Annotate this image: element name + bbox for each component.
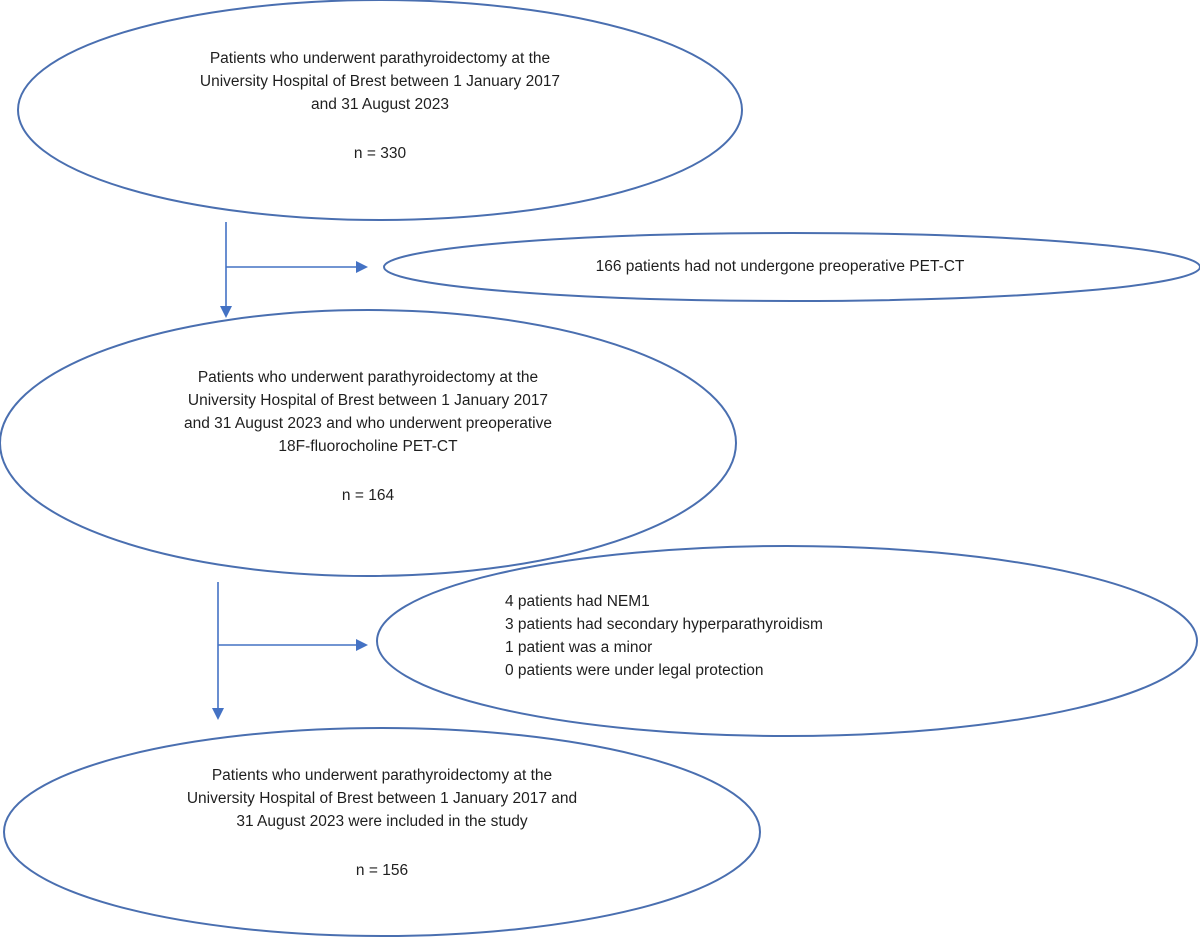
box3-line-1: Patients who underwent parathyroidectomy at the — [211, 767, 553, 784]
exclusion2-line-3: 1 patient was a minor — [505, 639, 653, 656]
box3-text — [72, 764, 692, 882]
box1-text — [80, 47, 680, 165]
box1-line-3: and 31 August 2023 — [311, 96, 449, 113]
box2-line-1: Patients who underwent parathyroidectomy at the — [197, 369, 539, 386]
box2-line-4: 18F-fluorocholine PET-CT — [278, 438, 458, 455]
exclusion2-line-4: 0 patients were under legal protection — [505, 662, 764, 679]
exclusion2-line-1: 4 patients had NEM1 — [505, 593, 650, 610]
box2-count: n = 164 — [341, 487, 395, 504]
exclusion2-text — [505, 590, 985, 682]
exclusion2-line-2: 3 patients had secondary hyperparathyroidism — [505, 616, 823, 633]
box3-count: n = 156 — [355, 862, 409, 879]
exclusion1-text — [450, 255, 1110, 278]
box2-text — [68, 366, 668, 507]
box1-line-1: Patients who underwent parathyroidectomy at the — [209, 50, 551, 67]
box3-line-3: 31 August 2023 were included in the study — [236, 813, 528, 830]
box1-count: n = 330 — [353, 145, 407, 162]
box2-line-3: and 31 August 2023 and who underwent preoperative — [184, 415, 552, 432]
box2-line-2: University Hospital of Brest between 1 January 2017 — [187, 392, 549, 409]
box3-line-2: University Hospital of Brest between 1 January 2017 and — [186, 790, 578, 807]
exclusion1-line-1: 166 patients had not undergone preoperative PET-CT — [595, 258, 965, 275]
box1-line-2: University Hospital of Brest between 1 January 2017 — [199, 73, 561, 90]
